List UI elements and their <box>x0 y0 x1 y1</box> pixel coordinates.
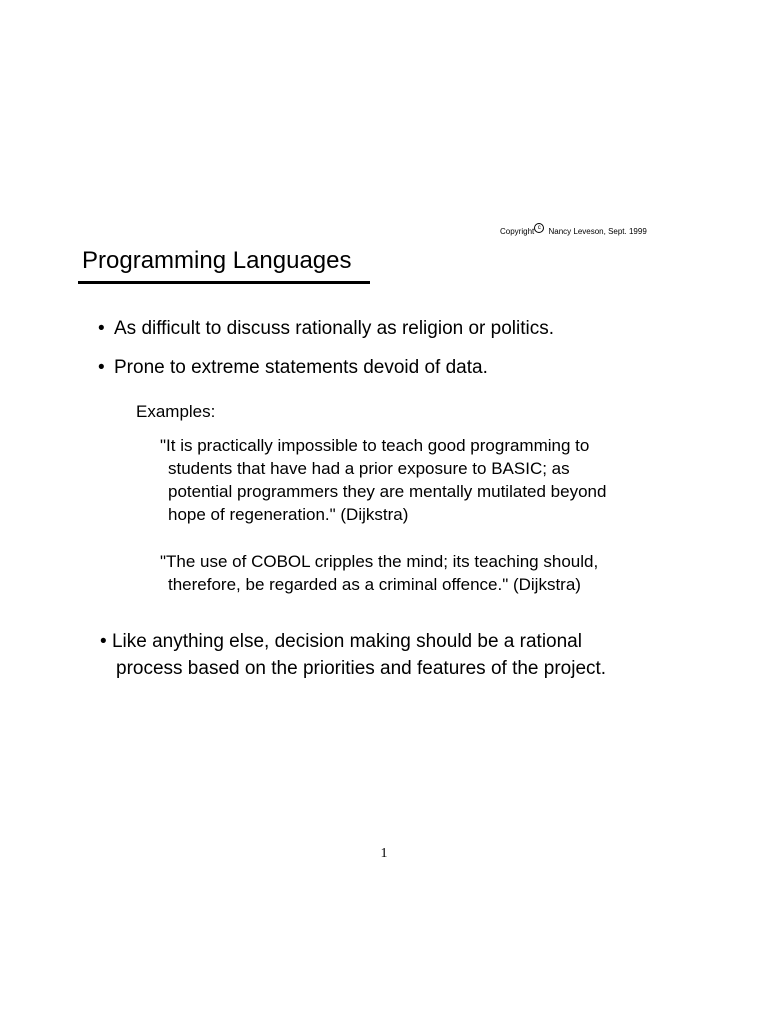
bullet-text: Prone to extreme statements devoid of data. <box>114 357 488 378</box>
examples-label: Examples: <box>136 402 216 421</box>
quote-line: "The use of COBOL cripples the mind; its teaching should, <box>160 552 599 571</box>
bullet-item <box>98 318 554 340</box>
copyright-notice <box>500 223 647 236</box>
quote-line: "It is practically impossible to teach good programming to <box>160 436 590 455</box>
quote-block <box>160 550 720 596</box>
bullet-item <box>98 357 488 379</box>
bullet-line <box>100 628 606 655</box>
bullet-line: process based on the priorities and features of the project. <box>116 658 607 679</box>
quote-line: potential programmers they are mentally mutilated beyond <box>168 482 607 501</box>
bullet-item <box>100 628 606 682</box>
page-title: Programming Languages <box>82 247 352 274</box>
copyright-symbol-icon: c <box>534 223 544 233</box>
page-number: 1 <box>380 846 388 861</box>
bullet-marker: • <box>98 318 105 339</box>
quote-line: hope of regeneration." (Dijkstra) <box>168 505 409 524</box>
bullet-marker: • <box>100 631 107 652</box>
bullet-text: Like anything else, decision making should be a rational <box>111 631 582 652</box>
copyright-prefix: Copyright <box>500 227 535 236</box>
copyright-text: Nancy Leveson, Sept. 1999 <box>548 227 647 236</box>
title-underline <box>78 281 370 284</box>
quote-line: students that have had a prior exposure to BASIC; as <box>168 459 570 478</box>
bullet-text: As difficult to discuss rationally as religion or politics. <box>114 318 555 339</box>
quote-block <box>160 434 720 526</box>
quote-line: therefore, be regarded as a criminal offence." (Dijkstra) <box>168 575 581 594</box>
bullet-marker: • <box>98 357 105 378</box>
